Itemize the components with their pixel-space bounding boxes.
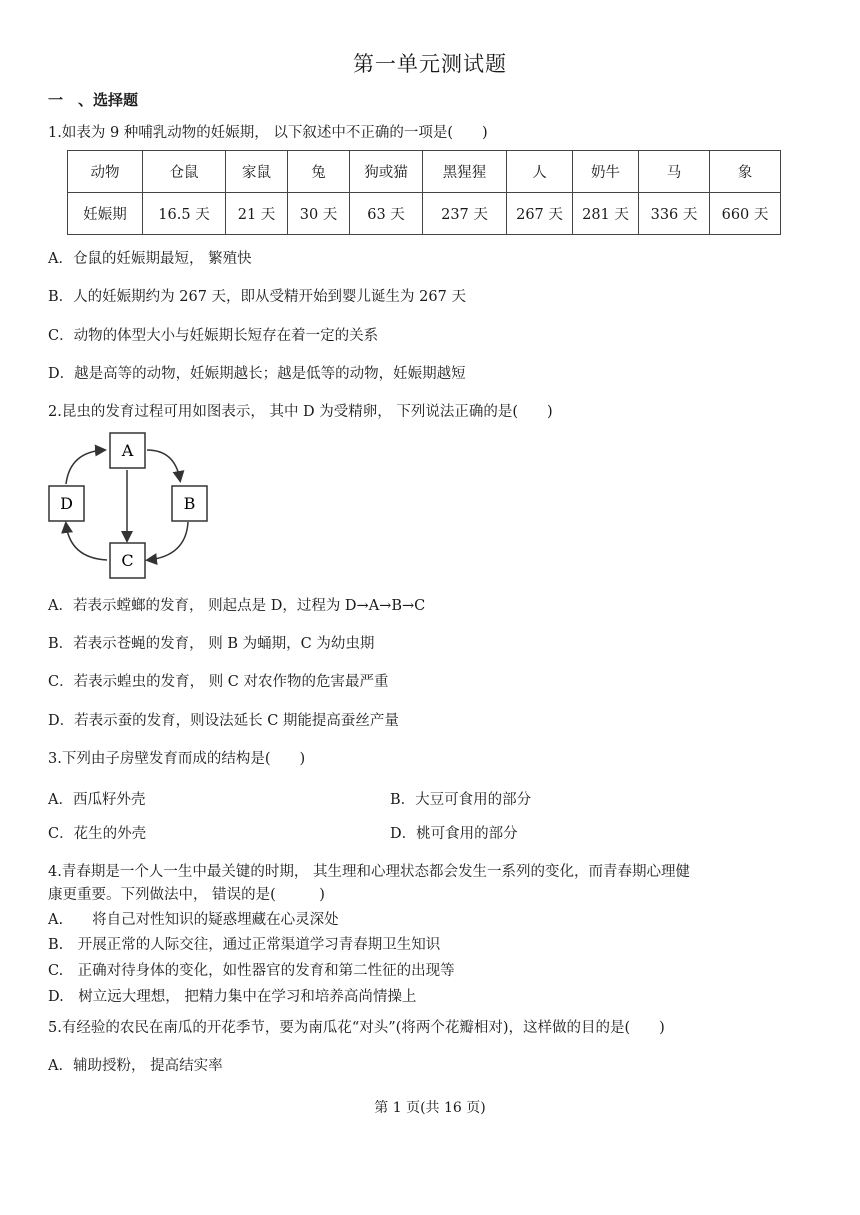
table-cell: 兔 bbox=[288, 151, 350, 193]
q4-option-d: D. 树立远大理想， 把精力集中在学习和培养高尚情操上 bbox=[48, 989, 417, 1005]
table-cell: 狗或猫 bbox=[350, 151, 423, 193]
page-footer: 第 1 页(共 16 页) bbox=[374, 1100, 486, 1116]
table-cell: 马 bbox=[639, 151, 710, 193]
table-cell: 16.5 天 bbox=[143, 193, 226, 235]
table-cell: 281 天 bbox=[573, 193, 639, 235]
q2-option-a: A．若表示螳螂的发育， 则起点是 D，过程为 D→A→B→C bbox=[48, 598, 426, 614]
table-cell: 象 bbox=[710, 151, 781, 193]
question-3-stem: 3.下列由子房壁发育而成的结构是( ) bbox=[48, 751, 306, 767]
table-cell: 妊娠期 bbox=[68, 193, 143, 235]
q3-option-b: B．大豆可食用的部分 bbox=[390, 792, 532, 808]
q4-option-b: B. 开展正常的人际交往，通过正常渠道学习青春期卫生知识 bbox=[48, 937, 441, 953]
table-cell: 奶牛 bbox=[573, 151, 639, 193]
table-cell: 336 天 bbox=[639, 193, 710, 235]
arrow-a-to-b bbox=[147, 450, 180, 480]
insect-development-diagram bbox=[40, 428, 220, 583]
node-c-label: C bbox=[121, 551, 134, 570]
q1-option-b: B．人的妊娠期约为 267 天，即从受精开始到婴儿诞生为 267 天 bbox=[48, 289, 466, 305]
q2-option-c: C．若表示蝗虫的发育， 则 C 对农作物的危害最严重 bbox=[48, 674, 389, 690]
node-b bbox=[172, 486, 207, 521]
node-d bbox=[49, 486, 84, 521]
gestation-table bbox=[67, 150, 781, 235]
question-5-stem: 5.有经验的农民在南瓜的开花季节，要为南瓜花“对头”(将两个花瓣相对)，这样做的目的是( ) bbox=[48, 1020, 665, 1036]
question-4-stem-line1: 4.青春期是一个人一生中最关键的时期， 其生理和心理状态都会发生一系列的变化，而青春期心理健 bbox=[48, 864, 690, 880]
table-cell: 63 天 bbox=[350, 193, 423, 235]
table-row bbox=[68, 193, 781, 235]
section-heading: 一 、选择题 bbox=[48, 91, 139, 109]
table-cell: 家鼠 bbox=[226, 151, 288, 193]
node-a bbox=[110, 433, 145, 468]
question-4-stem-line2: 康更重要。下列做法中， 错误的是( ) bbox=[48, 887, 325, 903]
question-1-stem: 1.如表为 9 种哺乳动物的妊娠期， 以下叙述中不正确的一项是( ) bbox=[48, 125, 488, 141]
q3-option-d: D．桃可食用的部分 bbox=[390, 826, 518, 842]
question-2-stem: 2.昆虫的发育过程可用如图表示， 其中 D 为受精卵， 下列说法正确的是( ) bbox=[48, 404, 553, 420]
table-cell: 30 天 bbox=[288, 193, 350, 235]
node-c bbox=[110, 543, 145, 578]
table-cell: 人 bbox=[507, 151, 573, 193]
table-cell: 237 天 bbox=[423, 193, 507, 235]
q1-option-c: C．动物的体型大小与妊娠期长短存在着一定的关系 bbox=[48, 328, 379, 344]
node-d-label: D bbox=[60, 494, 73, 513]
table-cell: 660 天 bbox=[710, 193, 781, 235]
q3-option-a: A．西瓜籽外壳 bbox=[48, 792, 146, 808]
q2-option-d: D．若表示蚕的发育，则设法延长 C 期能提高蚕丝产量 bbox=[48, 713, 399, 729]
arrow-d-to-a bbox=[66, 450, 104, 484]
node-a-label: A bbox=[121, 441, 134, 460]
table-cell: 21 天 bbox=[226, 193, 288, 235]
table-cell: 267 天 bbox=[507, 193, 573, 235]
table-row bbox=[68, 151, 781, 193]
q3-option-c: C．花生的外壳 bbox=[48, 826, 147, 842]
page-title: 第一单元测试题 bbox=[353, 52, 507, 76]
q4-option-c: C. 正确对待身体的变化，如性器官的发育和第二性征的出现等 bbox=[48, 963, 455, 979]
table-cell: 动物 bbox=[68, 151, 143, 193]
node-b-label: B bbox=[183, 494, 196, 513]
q1-option-a: A．仓鼠的妊娠期最短， 繁殖快 bbox=[48, 251, 252, 267]
arrow-b-to-c bbox=[148, 522, 188, 560]
q2-option-b: B．若表示苍蝇的发育， 则 B 为蛹期，C 为幼虫期 bbox=[48, 636, 375, 652]
q1-option-d: D．越是高等的动物，妊娠期越长；越是低等的动物，妊娠期越短 bbox=[48, 366, 466, 382]
q4-option-a: A. 将自己对性知识的疑惑埋藏在心灵深处 bbox=[48, 912, 339, 928]
q5-option-a: A．辅助授粉， 提高结实率 bbox=[48, 1058, 223, 1074]
table-cell: 黑猩猩 bbox=[423, 151, 507, 193]
arrow-c-to-d bbox=[66, 524, 107, 560]
table-cell: 仓鼠 bbox=[143, 151, 226, 193]
